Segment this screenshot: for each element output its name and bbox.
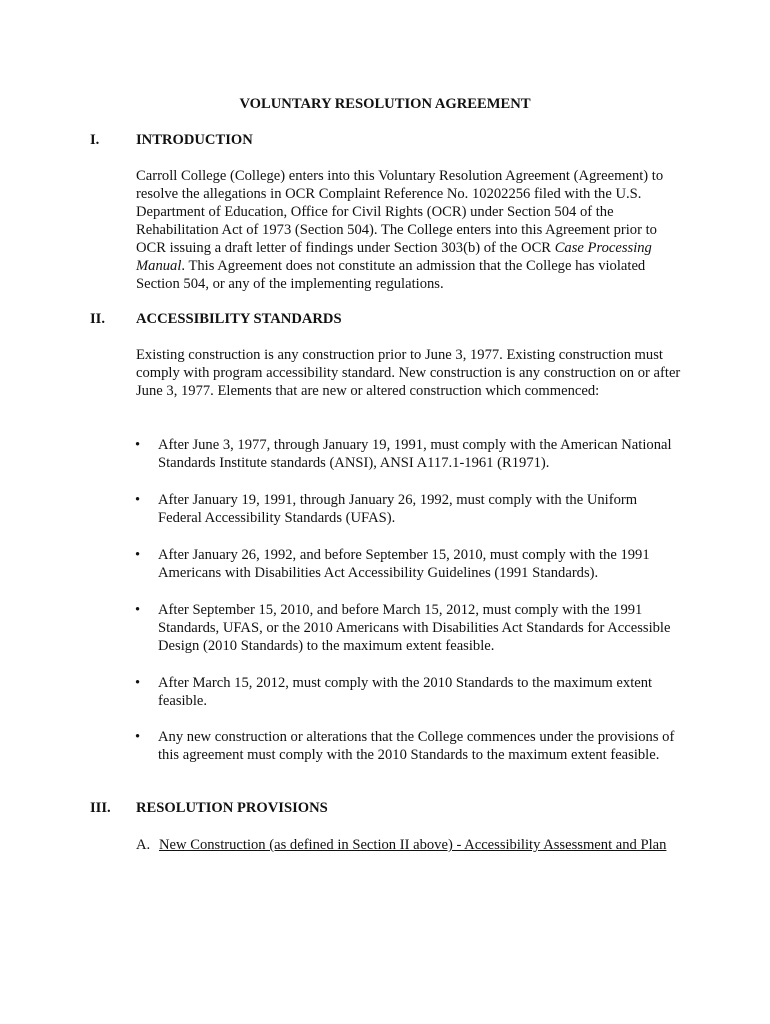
bullet-item: After March 15, 2012, must comply with the 2010 Standards to the maximum extent feasible.	[158, 675, 653, 709]
bullet-item: After June 3, 1977, through January 19, 1991, must comply with the American National Standards Institute standards (ANSI), ANSI A117.1-1961 (R1971).	[158, 437, 672, 471]
bullet-marker: •	[135, 437, 141, 453]
bullet-marker: •	[135, 602, 141, 618]
bullet-marker: •	[135, 547, 141, 563]
bullet-marker: •	[135, 675, 141, 691]
subsection-a-letter: A.	[136, 837, 151, 853]
bullet-item: After January 19, 1991, through January 26, 1992, must comply with the Uniform Federal Accessibility Standards (UFAS).	[158, 492, 638, 526]
bullet-marker: •	[135, 729, 141, 745]
introduction-paragraph	[136, 167, 681, 293]
section-2-number: II.	[90, 311, 106, 327]
bullet-item: After September 15, 2010, and before March 15, 2012, must comply with the 1991 Standards, UFAS, or the 2010 Americans with Disabilities Act Standards for Accessible Design (2010 Standards) to the maximum extent feasible.	[158, 602, 671, 654]
section-3-title: RESOLUTION PROVISIONS	[136, 800, 328, 816]
bullet-item: After January 26, 1992, and before September 15, 2010, must comply with the 1991 Americans with Disabilities Act Accessibility Guidelines (1991 Standards).	[158, 547, 650, 581]
intro-text-part1: Carroll College (College) enters into this Voluntary Resolution Agreement (Agreement) to resolve the allegations in OCR Complaint Reference No. 10202256 filed with the U.S. Department of Education, Office for Civil Rights (OCR) under Section 504 of the Rehabilitation Act of 1973 (Section 504). The College enters into this Agreement prior to OCR issuing a draft letter of findings under Section 303(b) of the OCR	[136, 168, 664, 256]
intro-italic-manual: Case Processing Manual	[136, 240, 652, 274]
document-title: VOLUNTARY RESOLUTION AGREEMENT	[239, 96, 531, 112]
bullet-marker: •	[135, 492, 141, 508]
section-2-title: ACCESSIBILITY STANDARDS	[136, 311, 342, 327]
bullet-item: Any new construction or alterations that the College commences under the provisions of this agreement must comply with the 2010 Standards to the maximum extent feasible.	[158, 729, 675, 763]
section-1-number: I.	[90, 132, 100, 148]
section-3-number: III.	[90, 800, 111, 816]
section-1-title: INTRODUCTION	[136, 132, 253, 148]
subsection-a-title: New Construction (as defined in Section II above) - Accessibility Assessment and Plan	[159, 837, 667, 853]
standards-paragraph: Existing construction is any construction prior to June 3, 1977. Existing construction must comply with program accessibility standard. New construction is any construction on or after June 3, 1977. Elements that are new or altered construction which commenced:	[136, 347, 681, 399]
intro-text-part2: . This Agreement does not constitute an admission that the College has violated Section 504, or any of the implementing regulations.	[136, 258, 646, 292]
